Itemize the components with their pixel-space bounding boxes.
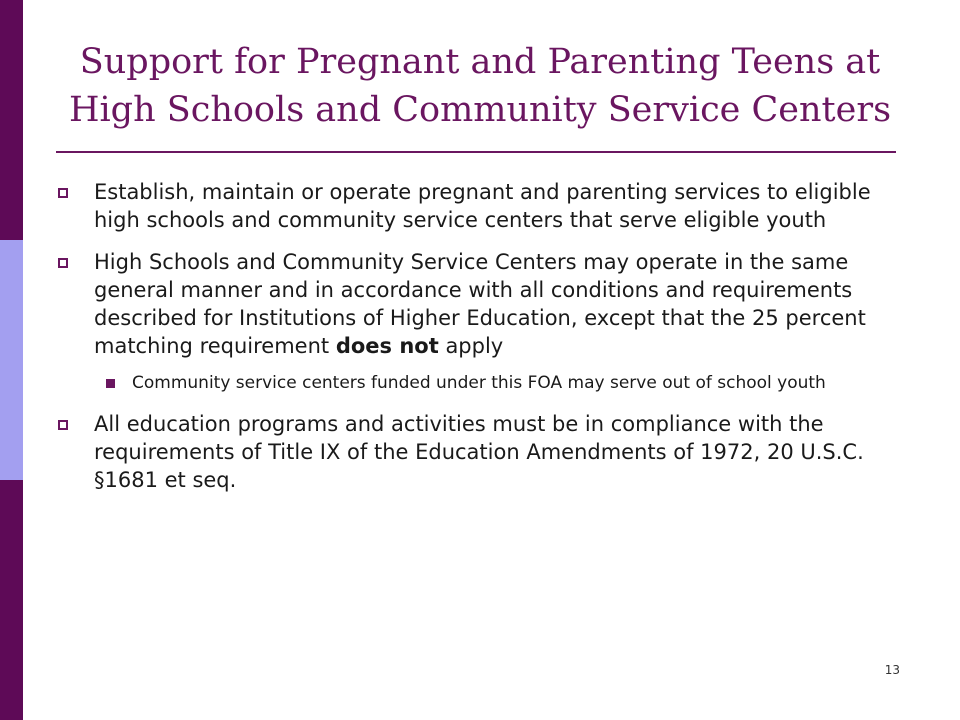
square-bullet-icon — [58, 188, 68, 198]
sub-bullet-list — [94, 370, 908, 396]
bullet-item-1 — [58, 178, 908, 234]
square-bullet-icon — [58, 420, 68, 430]
square-bullet-icon — [58, 258, 68, 268]
side-bar-middle-segment — [0, 240, 23, 480]
page-number: 13 — [884, 663, 900, 677]
bullet-item-3 — [58, 410, 908, 494]
sub-bullet-item — [94, 370, 908, 396]
slide-body — [58, 178, 908, 494]
filled-square-bullet-icon — [106, 379, 115, 388]
title-divider — [56, 151, 896, 153]
bullet-emphasis: does not — [335, 334, 439, 358]
bullet-item-2 — [58, 248, 908, 396]
sub-bullet-text: Community service centers funded under this FOA may serve out of school youth — [132, 373, 826, 393]
side-bar-bottom-segment — [0, 480, 23, 720]
bullet-text-end: apply — [438, 334, 504, 358]
side-accent-bar — [0, 0, 23, 720]
side-bar-top-segment — [0, 0, 23, 240]
bullet-text: Establish, maintain or operate pregnant and parenting services to eligible high schools and community service centers that serve eligible youth — [94, 180, 871, 232]
bullet-text: All education programs and activities must be in compliance with the requirements of Title IX of the Education Amendments of 1972, 20 U.S.C. §1681 et seq. — [94, 412, 864, 492]
slide-title: Support for Pregnant and Parenting Teens at High Schools and Community Service Centers — [68, 42, 892, 130]
bullet-text: High Schools and Community Service Centers may operate in the same general manner and in accordance with all conditions and requirements described for Institutions of Higher Education, except that the 25 percent matching requirement — [94, 250, 866, 358]
